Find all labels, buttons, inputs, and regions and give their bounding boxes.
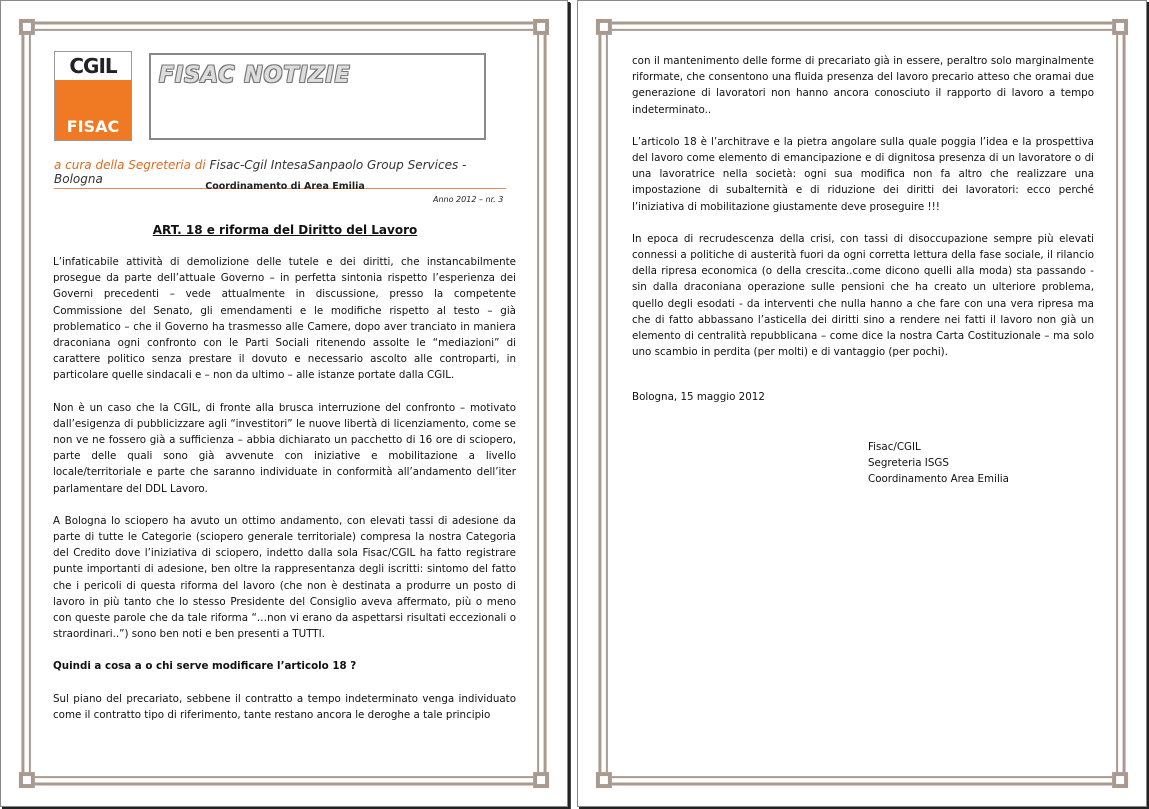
document-date: Bologna, 15 maggio 2012	[632, 391, 765, 403]
logo-cgil-text: CGIL	[55, 52, 131, 80]
cgil-fisac-logo	[54, 51, 132, 141]
paragraph: L’infaticabile attività di demolizione delle tutele e dei diritti, che instancabilmente prosegue da parte dell’attuale Governo – in perfetta sintonia rispetto l’esperienza dei Governi precedenti – vede attualmente in discussione, presso la competente Commissione del Senato, gli emendamenti e le modifiche rispetto al testo – già problematico – che il Governo ha trasmesso alle Camere, dopo aver tranciato in maniera draconiana ogni confronto con le Parti Sociali ritenendo assolte le “mediazioni” di carattere politico senza prestare il dovuto e necessario ascolto alle controparti, in particolare quelle sindacali e – non da ultimo – alle istanze portate dalla CGIL.	[53, 256, 516, 382]
newsletter-title: FISAC NOTIZIE	[159, 63, 351, 88]
newsletter-title-box	[149, 53, 486, 140]
article-body-page-2	[632, 53, 1094, 376]
paragraph: Non è un caso che la CGIL, di fronte alla brusca interruzione del confronto – motivato dall’esigenza di pubblicizzare agli “investitori” le nuove libertà di licenziamento, come se non ve ne fossero già a sufficienza – abbia dichiarato un pacchetto di 16 ore di sciopero, parte delle quali sono già avvenute con iniziative e mobilitazione a livello locale/territoriale e parte che saranno individuate in conformità all’andamento dell’iter parlamentare del DDL Lavoro.	[53, 401, 516, 495]
coordination-label: Coordinamento di Area Emilia	[205, 181, 365, 192]
signature-line: Fisac/CGIL	[868, 441, 921, 453]
issue-number: Anno 2012 – nr. 3	[433, 195, 504, 204]
signature-block	[868, 439, 1009, 487]
paragraph: con il mantenimento delle forme di precariato già in essere, peraltro solo marginalmente riformate, che consentono una fluida presenza del lavoro precario atteso che oramai due generazione di lavoratori non hanno ancora conosciuto il rapporto di lavoro a tempo indeterminato..	[632, 55, 1094, 116]
logo-fisac-text: FISAC	[66, 117, 120, 136]
question-heading: Quindi a cosa a o chi serve modificare l’articolo 18 ?	[53, 660, 357, 673]
curated-prefix: a cura della Segreteria di	[54, 158, 210, 172]
paragraph: A Bologna lo sciopero ha avuto un ottimo andamento, con elevati tassi di adesione da parte di tutte le Categorie (sciopero generale territoriale) compresa la nostra Categoria del Credito dove l’iniziativa di sciopero, indetto dalla sola Fisac/CGIL ha fatto registrare punte importanti di adesione, ben oltre la rappresentanza degli iscritti: sintomo del fatto che i pericoli di questa riforma del lavoro (che non è destinata a produrre un posto di lavoro in più tanto che lo stesso Presidente del Consiglio aveva affermato, più o meno con queste parole che da tale riforma “…non vi erano da aspettarsi risultati eccezionali o straordinari..”) sono ben noti e ben presenti a TUTTI.	[53, 514, 516, 641]
paragraph: In epoca di recrudescenza della crisi, con tassi di disoccupazione sempre più elevati connessi a politiche di austerità fuori da ogni corretta lettura della fase sociale, il rilancio della ripresa economica (o della crescita..come dicono quelli alla moda) sta passando - sin dalla draconiana operazione sulle pensioni che ha creato un ulteriore problema, quello degli esodati - da interventi che nulla hanno a che fare con una vera ripresa ma che di fatto abbassano l’asticella dei diritti sino a rendere nei fatti il lavoro non già un elemento di centralità repubblicana – come dice la nostra Carta Costituzionale – ma solo uno scambio in perdita (per molti) e di vantaggio (per pochi).	[632, 232, 1094, 359]
logo-orange-block	[55, 80, 131, 140]
signature-line: Coordinamento Area Emilia	[868, 473, 1009, 485]
paragraph: Sul piano del precariato, sebbene il contratto a tempo indeterminato venga individuato come il contratto tipo di riferimento, tante restano ancora le deroghe a tale principio	[53, 692, 516, 721]
paragraph: L’articolo 18 è l’architrave e la pietra angolare sulla quale poggia l’idea e la prospettiva del lavoro come elemento di emancipazione e di dignitosa presenza di un lavoratore o di una lavoratrice nella società: ogni sua modifica non fa altro che realizzare una impostazione di subalternità e di riduzione dei diritti dei lavoratori: ecco perché l’iniziativa di mobilitazione giustamente deve proseguire !!!	[632, 135, 1094, 213]
signature-line: Segreteria ISGS	[868, 457, 949, 469]
article-body-page-1	[53, 254, 516, 739]
curated-org: Fisac-Cgil IntesaSanpaolo Group Services - Bologna	[54, 158, 467, 186]
article-title: ART. 18 e riforma del Diritto del Lavoro	[152, 223, 418, 237]
